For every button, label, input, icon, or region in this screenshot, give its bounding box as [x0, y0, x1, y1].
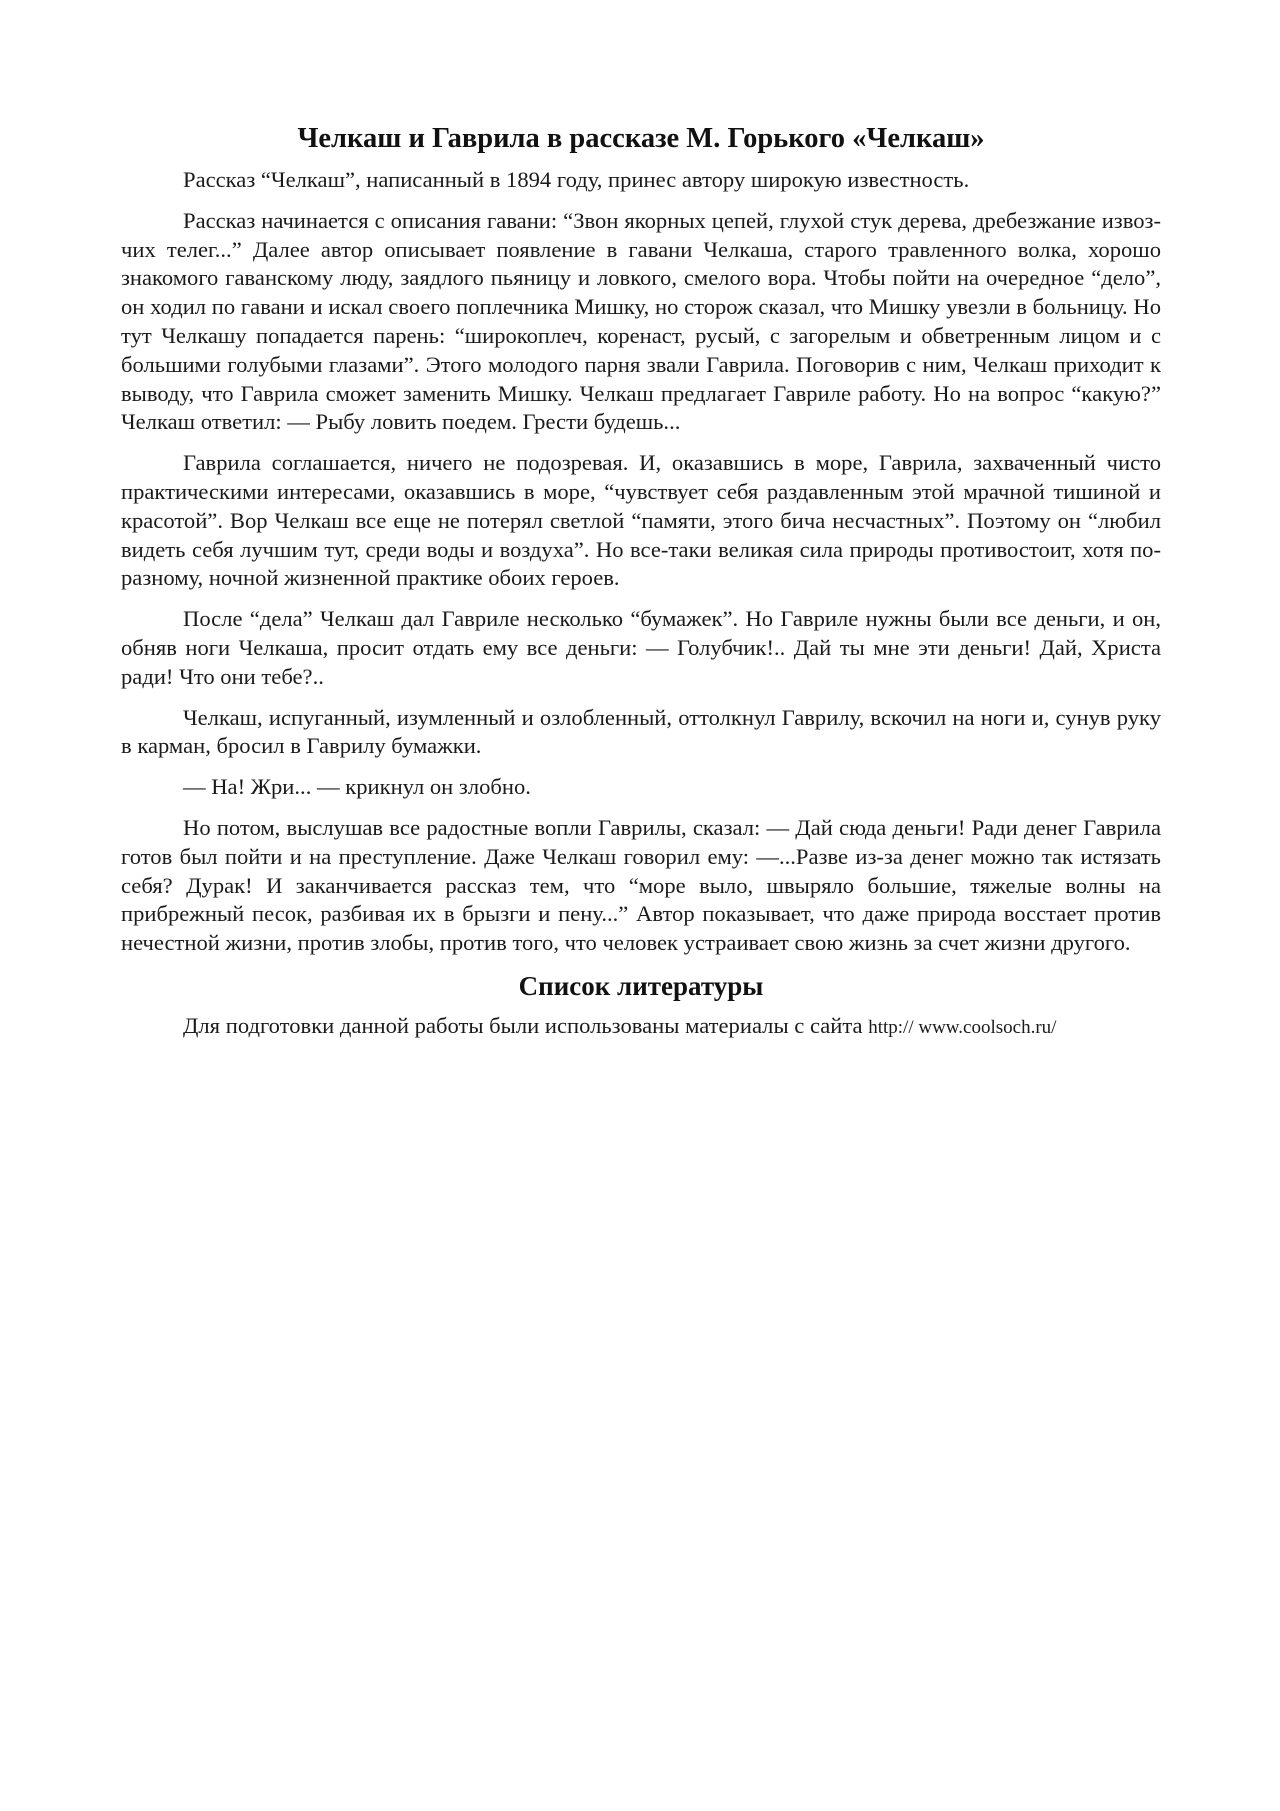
paragraph-quote: — На! Жри... — крикнул он злобно.	[183, 774, 531, 800]
document-page	[121, 118, 1161, 1043]
references-paragraph	[121, 1012, 1161, 1043]
paragraph-harbor: Рассказ начинается с описания гавани: “Звон якорных цепей, глухой стук дерева, дребезжание извоз-чих телег...” Далее автор описывает появление в гавани Челкаша, старого травленного волка, хорошо знакомого гаванскому люду, заядлого пьяницу и ловкого, смелого вора. Чтобы пойти на очередное “дело”, он ходил по гавани и искал своего поплечника Мишку, но сторож сказал, что Мишку увезли в больницу. Но тут Челкашу попадается парень: “широкоплеч, коренаст, русый, с загорелым и обветренным лицом и с большими голубыми глазами”. Этого молодого парня звали Гаврила. Поговорив с ним, Челкаш приходит к выводу, что Гаврила сможет заменить Мишку. Челкаш предлагает Гавриле работу. Но на вопрос “какую?” Челкаш ответил: — Рыбу ловить поедем. Грести будешь...	[121, 207, 1161, 435]
paragraph-sea: Гаврила соглашается, ничего не подозревая. И, оказавшись в море, Гаврила, захваченный чисто практическими интересами, оказавшись в море, “чувствует себя раздавленным этой мрачной тишиной и красотой”. Вор Челкаш все еще не потерял светлой “памяти, этого бича несчастных”. Поэтому он “любил видеть себя лучшим тут, среди воды и воздуха”. Но все-таки великая сила природы противостоит, хотя по-разному, ночной жизненной практике обоих героев.	[121, 450, 1161, 591]
references-text: Для подготовки данной работы были использованы материалы с сайта	[183, 1012, 869, 1038]
references-heading: Список литературы	[518, 970, 764, 1001]
document-title: Челкаш и Гаврила в рассказе М. Горького «Челкаш»	[297, 123, 985, 154]
paragraph-anger: Челкаш, испуганный, изумленный и озлобленный, оттолкнул Гаврилу, вскочил на ноги и, сунув руку в карман, бросил в Гаврилу бумажки.	[121, 704, 1161, 759]
paragraph-money: После “дела” Челкаш дал Гавриле несколько “бумажек”. Но Гавриле нужны были все деньги, и он, обняв ноги Челкаша, просит отдать ему все деньги: — Голубчик!.. Дай ты мне эти деньги! Дай, Христа ради! Что они тебе?..	[121, 606, 1161, 689]
paragraph-conclusion: Но потом, выслушав все радостные вопли Гаврилы, сказал: — Дай сюда деньги! Ради денег Гаврила готов был пойти и на преступление. Даже Челкаш говорил ему: —...Разве из-за денег можно так истязать себя? Дурак! И заканчивается рассказ тем, что “море выло, швыряло большие, тяжелые волны на прибрежный песок, разбивая их в брызги и пену...” Автор показывает, что даже природа восстает против нечестной жизни, против злобы, против того, что человек устраивает свою жизнь за счет жизни другого.	[121, 814, 1161, 956]
references-link[interactable]: http:// www.coolsoch.ru/	[868, 1016, 1057, 1038]
paragraph-intro: Рассказ “Челкаш”, написанный в 1894 году, принес автору широкую известность.	[183, 167, 970, 192]
